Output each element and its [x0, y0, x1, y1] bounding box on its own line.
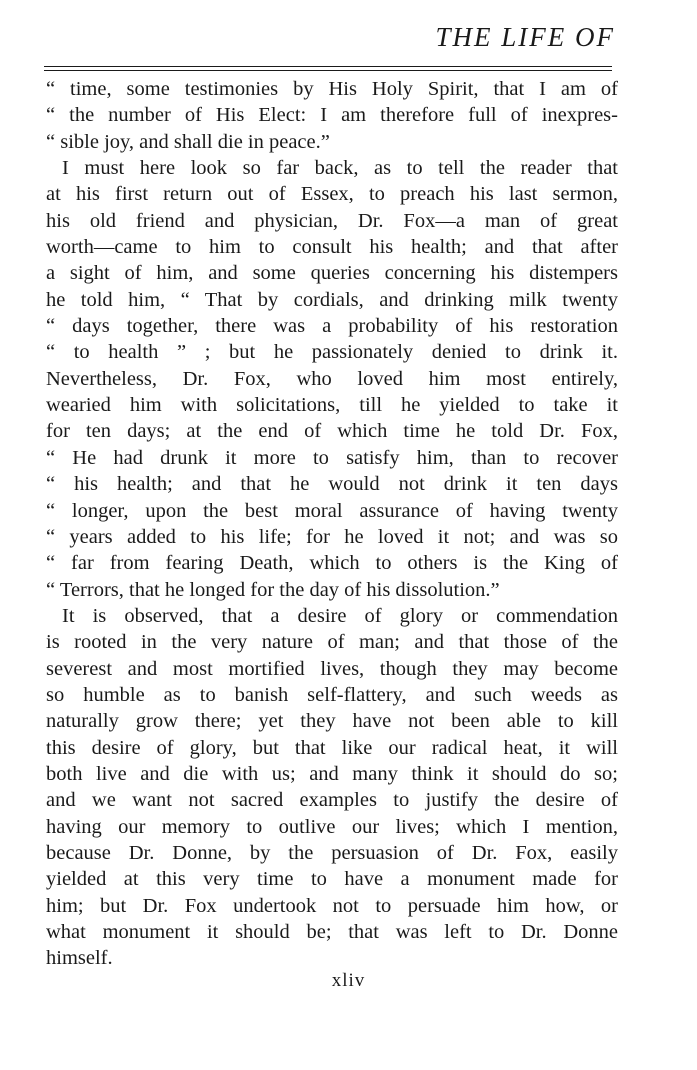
- text-line: because Dr. Donne, by the persuasion of Dr. Fox, easily: [46, 841, 618, 864]
- text-line: is rooted in the very nature of man; and that those of the: [46, 631, 618, 654]
- text-line: both live and die with us; and many think it should do so;: [46, 762, 618, 785]
- header-rule-top: [44, 66, 612, 67]
- text-line: yielded at this very time to have a monument made for: [46, 868, 618, 891]
- text-line: “ years added to his life; for he loved it not; and was so: [46, 525, 618, 548]
- text-line: “ Terrors, that he longed for the day of his dissolution.”: [46, 578, 500, 601]
- text-line: wearied him with solicitations, till he yielded to take it: [46, 394, 618, 417]
- text-line: “ longer, upon the best moral assurance of having twenty: [46, 499, 618, 522]
- text-line: his old friend and physician, Dr. Fox—a man of great: [46, 209, 618, 232]
- text-line: I must here look so far back, as to tell the reader that: [62, 157, 618, 180]
- text-line: a sight of him, and some queries concerning his distempers: [46, 262, 618, 285]
- text-line: him; but Dr. Fox undertook not to persuade him how, or: [46, 894, 618, 917]
- text-line: “ far from fearing Death, which to others is the King of: [46, 552, 618, 575]
- text-line: “ sible joy, and shall die in peace.”: [46, 130, 330, 153]
- text-line: what monument it should be; that was left to Dr. Donne: [46, 921, 618, 943]
- text-line: he told him, “ That by cordials, and drinking milk twenty: [46, 288, 618, 311]
- text-line: so humble as to banish self-flattery, and such weeds as: [46, 683, 618, 706]
- text-line: “ He had drunk it more to satisfy him, than to recover: [46, 446, 618, 469]
- text-line: severest and most mortified lives, though they may become: [46, 657, 618, 680]
- text-line: naturally grow there; yet they have not been able to kill: [46, 710, 618, 733]
- text-line: “ time, some testimonies by His Holy Spirit, that I am of: [46, 78, 618, 100]
- text-line: It is observed, that a desire of glory or commendation: [62, 604, 618, 627]
- running-head: THE LIFE OF: [435, 22, 615, 52]
- header-rule-bottom: [44, 70, 612, 71]
- text-line: Nevertheless, Dr. Fox, who loved him most entirely,: [46, 367, 618, 390]
- text-line: worth—came to him to consult his health; and that after: [46, 236, 618, 259]
- text-line: himself.: [46, 947, 113, 970]
- text-line: “ days together, there was a probability of his restoration: [46, 315, 618, 338]
- text-line: having our memory to outlive our lives; which I mention,: [46, 815, 618, 838]
- body-text: [46, 76, 618, 972]
- text-line: at his first return out of Essex, to preach his last sermon,: [46, 183, 618, 206]
- text-line: for ten days; at the end of which time he told Dr. Fox,: [46, 420, 618, 443]
- text-line: and we want not sacred examples to justify the desire of: [46, 789, 618, 812]
- text-line: “ to health ” ; but he passionately denied to drink it.: [46, 341, 618, 364]
- text-line: “ the number of His Elect: I am therefore full of inexpres-: [46, 104, 618, 127]
- page-number: xliv: [331, 970, 366, 991]
- text-line: “ his health; and that he would not drink it ten days: [46, 473, 618, 496]
- text-line: this desire of glory, but that like our radical heat, it will: [46, 736, 618, 759]
